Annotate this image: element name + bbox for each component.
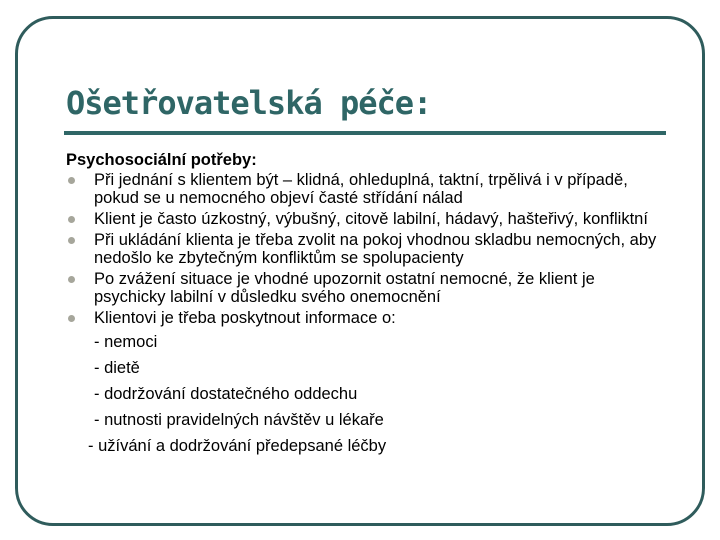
slide-content [66, 149, 666, 458]
bullet-dot-icon [68, 216, 75, 223]
bullet-text: Klient je často úzkostný, výbušný, citově labilní, hádavý, hašteřivý, konfliktní [94, 210, 648, 228]
bullet-dot-icon [68, 276, 75, 283]
sublist-item: - nutnosti pravidelných návštěv u lékaře [94, 411, 384, 429]
section-heading: Psychosociální potřeby: [66, 151, 257, 169]
bullet-dot-icon [68, 177, 75, 184]
bullet-item [66, 210, 666, 228]
sublist-item: - nemoci [94, 333, 158, 351]
info-sublist [88, 331, 666, 458]
bullet-text: Po zvážení situace je vhodné upozornit ostatní nemocné, že klient je psychicky labilní v důsledku svého onemocnění [94, 270, 595, 306]
title-underline [64, 131, 666, 135]
bullet-text: Při ukládání klienta je třeba zvolit na pokoj vhodnou skladbu nemocných, aby nedošlo ke zbytečným konfliktům se spolupacienty [94, 231, 657, 267]
sublist-item: - dodržování dostatečného oddechu [94, 385, 358, 403]
slide-title: Ošetřovatelská péče: [66, 84, 432, 122]
sublist-item: - dietě [94, 359, 140, 377]
bullet-text: Klientovi je třeba poskytnout informace o: [94, 309, 396, 327]
bullet-item [66, 231, 666, 267]
bullet-item [66, 309, 666, 458]
sublist-item: - užívání a dodržování předepsané léčby [88, 437, 387, 455]
bullet-dot-icon [68, 237, 75, 244]
bullet-list [66, 171, 666, 458]
bullet-item [66, 270, 666, 306]
bullet-dot-icon [68, 315, 75, 322]
bullet-text: Při jednání s klientem být – klidná, ohleduplná, taktní, trpělivá i v případě, pokud se u nemocného objeví časté střídání nálad [94, 171, 628, 207]
bullet-item [66, 171, 666, 207]
